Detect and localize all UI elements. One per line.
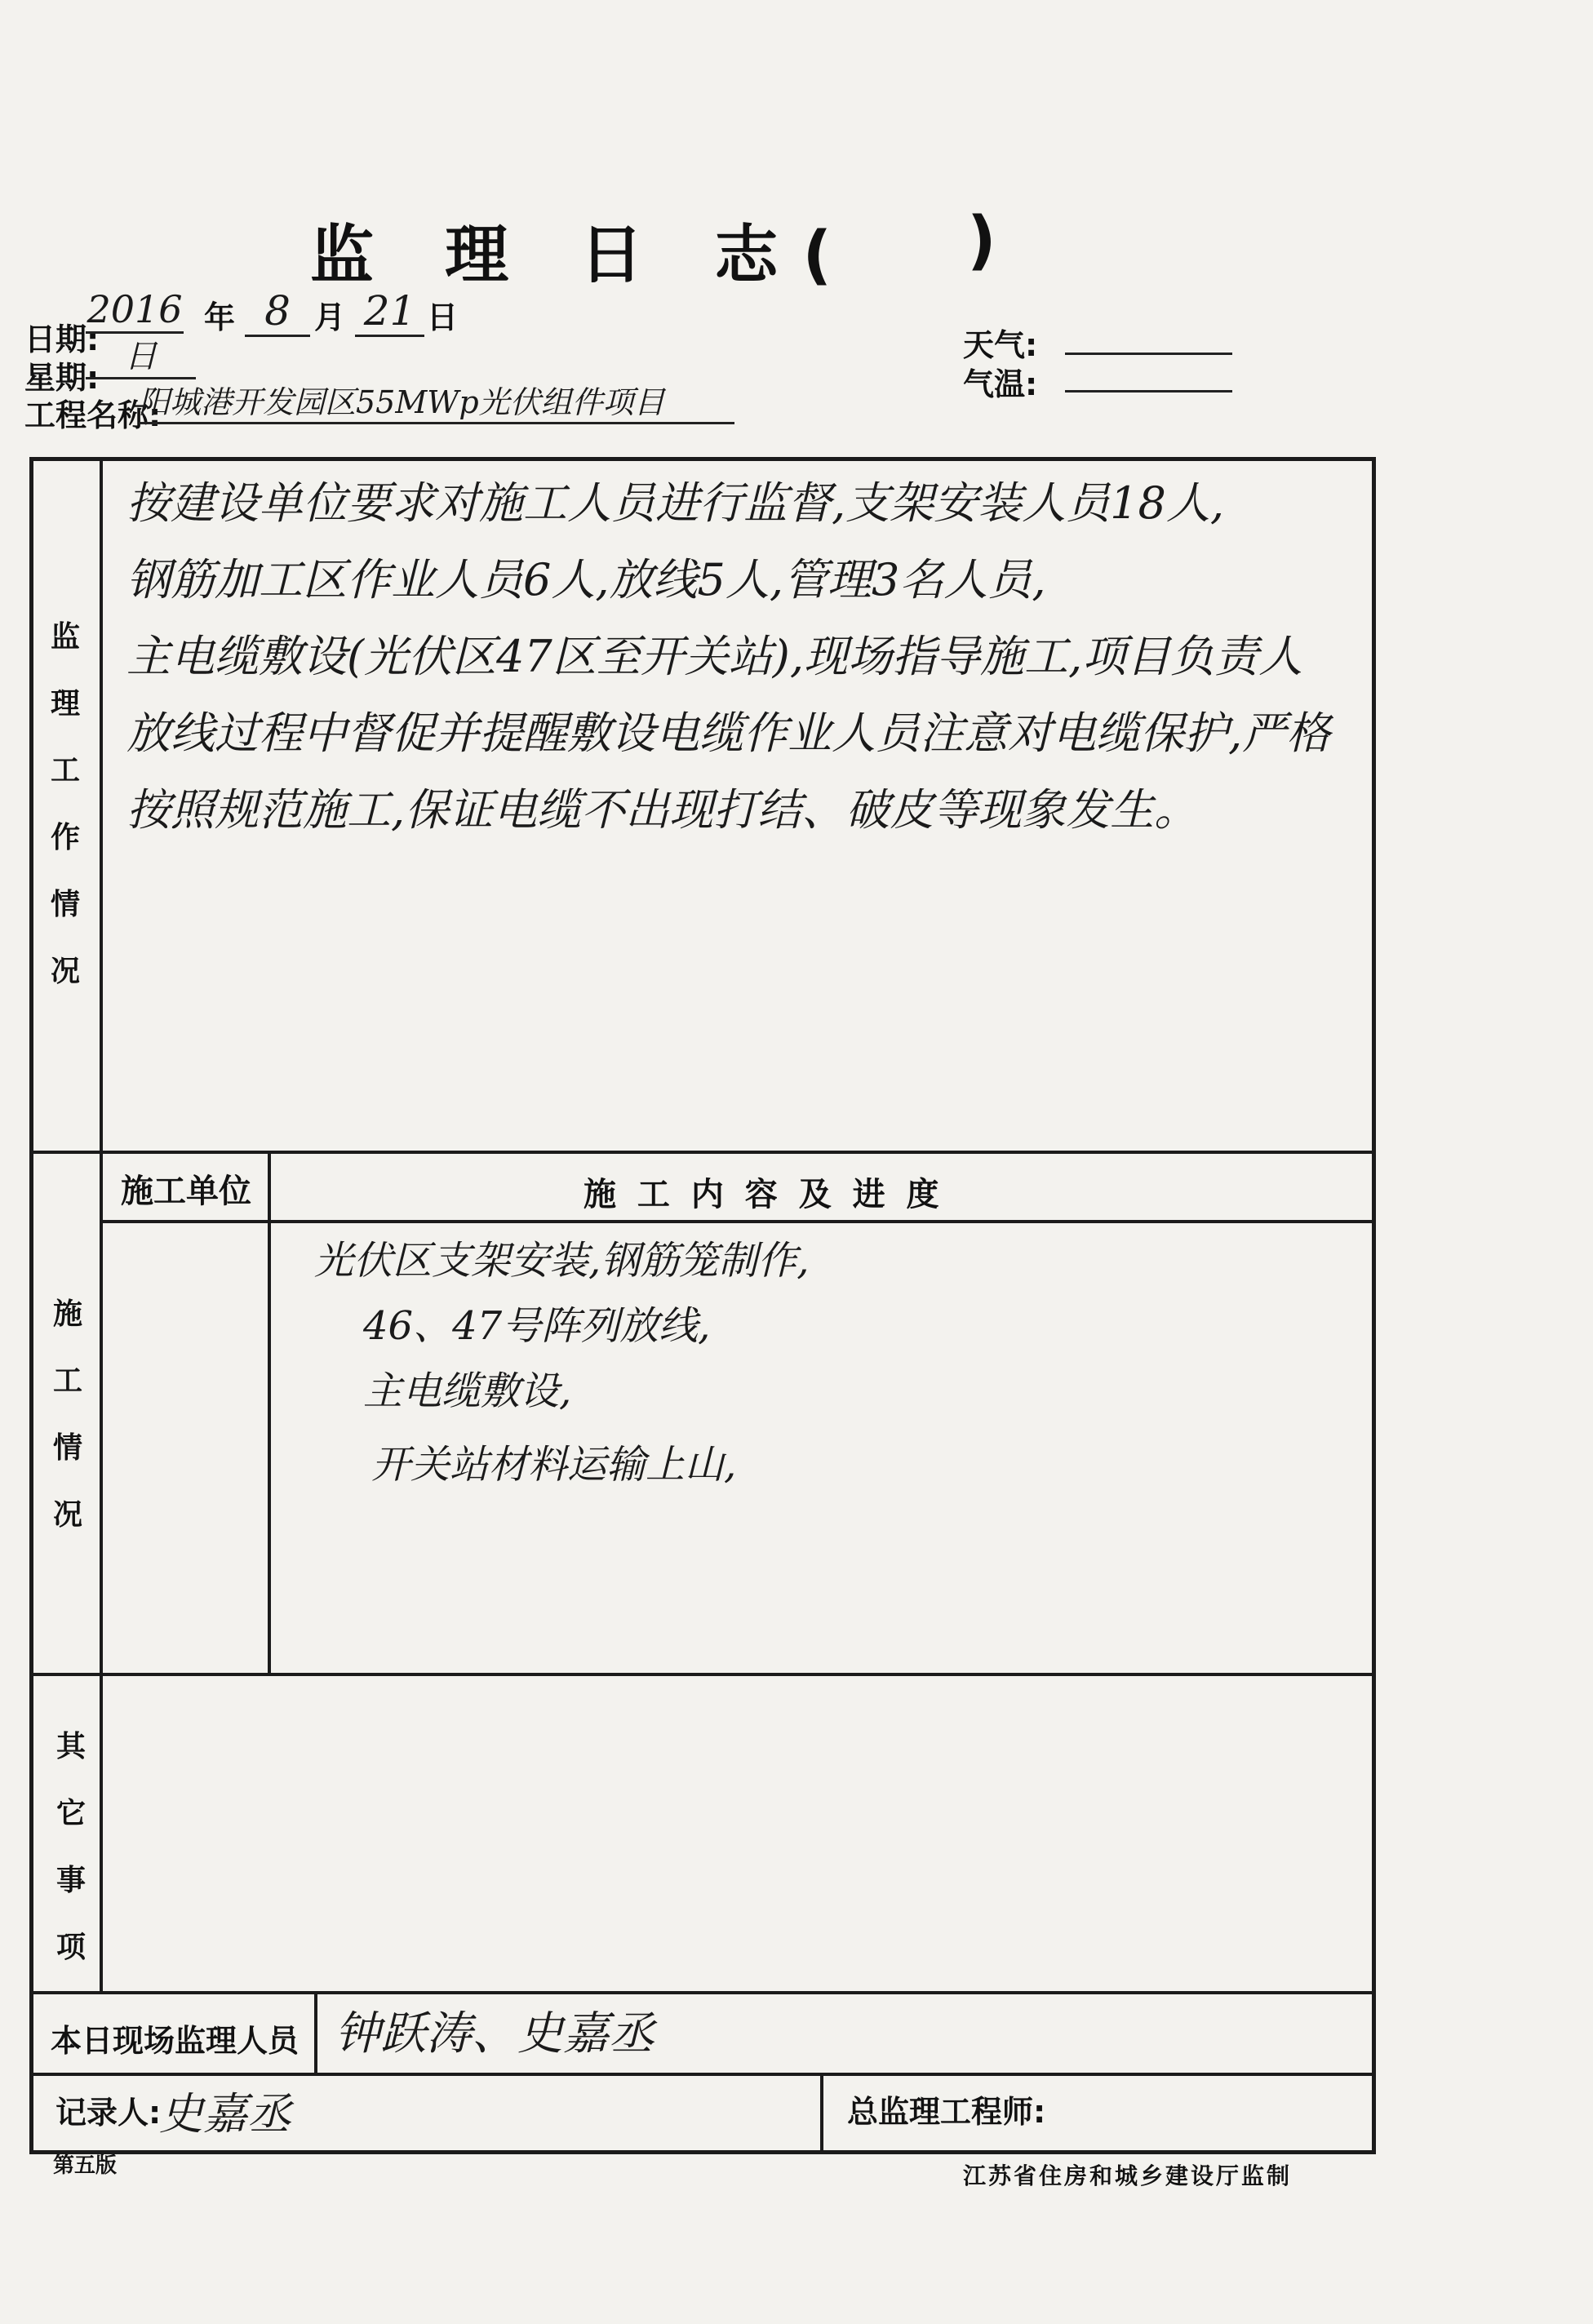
date-year-value: 2016 (86, 287, 184, 334)
construction-line: 光伏区支架安装,钢筋笼制作, (314, 1238, 810, 1284)
weather-label: 天气: (963, 327, 1038, 363)
date-month-value: 8 (245, 287, 310, 337)
footer-edition: 第五版 (53, 2153, 118, 2178)
weather-value-line (1065, 336, 1232, 355)
onsite-bottom-divider (29, 2073, 1376, 2076)
footer-issuer: 江苏省住房和城乡建设厅监制 (963, 2162, 1293, 2189)
construction-section-label: 施工情况 (52, 1297, 82, 1532)
col-header-unit: 施工单位 (121, 1173, 251, 1210)
temperature-label: 气温: (963, 366, 1038, 402)
project-value: 阳城港开发园区55MWp光伏组件项目 (139, 377, 734, 424)
construction-line: 主电缆敷设, (363, 1368, 572, 1414)
project-label: 工程名称: (24, 397, 162, 433)
month-label: 月 (314, 299, 346, 335)
left-column-divider (100, 457, 103, 1991)
chief-divider (820, 2073, 823, 2150)
weekday-label: 星期: (24, 360, 100, 396)
construction-line: 开关站材料运输上山, (371, 1442, 737, 1488)
construction-unit-divider (268, 1151, 271, 1673)
construction-line: 46、47号阵列放线, (363, 1303, 711, 1349)
onsite-label: 本日现场监理人员 (51, 2023, 300, 2059)
col-header-content: 施 工 内 容 及 进 度 (584, 1176, 944, 1213)
recorder-signature: 史嘉丞 (159, 2088, 291, 2140)
date-label: 日期: (24, 322, 100, 357)
construction-header-divider (100, 1220, 1376, 1223)
supervision-line: 主电缆敷设(光伏区47区至开关站),现场指导施工,项目负责人 (126, 631, 1303, 682)
supervision-line: 钢筋加工区作业人员6人,放线5人,管理3名人员, (126, 554, 1046, 605)
page-title-close: ) (967, 204, 996, 277)
year-label: 年 (204, 299, 236, 335)
other-section-label: 其它事项 (55, 1730, 86, 1964)
weekday-value: 日 (86, 330, 196, 379)
date-day-value: 21 (355, 287, 424, 337)
chief-engineer-label: 总监理工程师: (847, 2094, 1046, 2130)
supervision-notes (126, 465, 1359, 849)
supervision-line: 按建设单位要求对施工人员进行监督,支架安装人员18人, (126, 477, 1225, 529)
temperature-value-line (1065, 374, 1232, 393)
other-bottom-divider (29, 1991, 1376, 1994)
recorder-label: 记录人: (55, 2095, 162, 2131)
page-title: 监 理 日 志( (310, 219, 857, 292)
supervision-line: 放线过程中督促并提醒敷设电缆作业人员注意对电缆保护,严格 (126, 707, 1331, 759)
day-label: 日 (427, 299, 459, 335)
onsite-label-divider (314, 1991, 317, 2073)
construction-notes (314, 1228, 1359, 1506)
supervision-line: 按照规范施工,保证电缆不出现打结、破皮等现象发生。 (126, 784, 1199, 836)
supervision-bottom-divider (29, 1151, 1376, 1154)
onsite-value: 钟跃涛、史嘉丞 (335, 2007, 655, 2060)
construction-bottom-divider (29, 1673, 1376, 1676)
supervision-section-label: 监理工作情况 (50, 620, 80, 988)
